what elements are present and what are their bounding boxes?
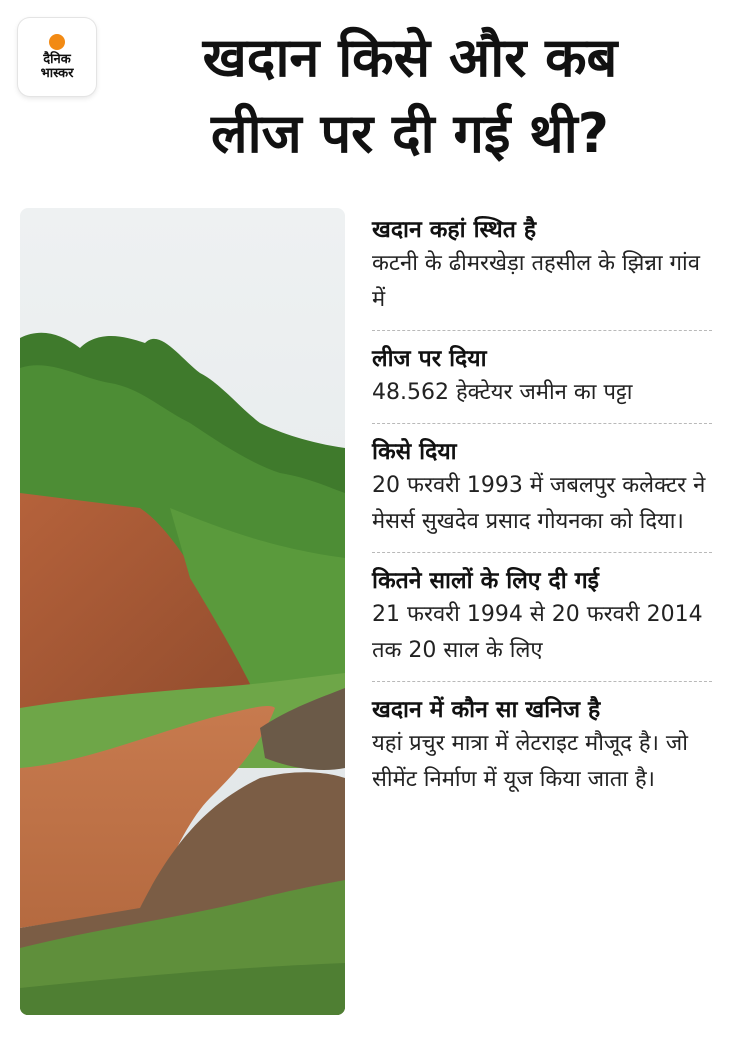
facts-list <box>372 210 712 810</box>
page-title <box>110 20 710 172</box>
sun-icon <box>49 34 65 50</box>
fact-lease <box>372 331 712 424</box>
fact-body: यहां प्रचुर मात्रा में लेटराइट मौजूद है। जो सीमेंट निर्माण में यूज किया जाता है। <box>372 731 688 792</box>
logo-text-line1: दैनिक <box>43 51 71 67</box>
fact-duration <box>372 553 712 682</box>
logo-text-line2: भास्कर <box>40 65 74 81</box>
fact-body: 20 फरवरी 1993 में जबलपुर कलेक्टर ने मेसर्स सुखदेव प्रसाद गोयनका को दिया। <box>372 473 706 534</box>
title-line2: लीज पर दी गई थी? <box>210 102 609 165</box>
fact-heading: कितने सालों के लिए दी गई <box>372 568 599 594</box>
title-line1: खदान किसे और कब <box>202 26 618 89</box>
fact-body: 48.562 हेक्टेयर जमीन का पट्टा <box>372 380 633 405</box>
fact-heading: खदान कहां स्थित है <box>372 217 537 243</box>
mine-landscape-image <box>20 208 345 1015</box>
dainik-bhaskar-logo <box>18 18 96 96</box>
fact-heading: लीज पर दिया <box>372 346 487 372</box>
fact-lessee <box>372 424 712 553</box>
fact-mineral <box>372 682 712 810</box>
fact-heading: किसे दिया <box>372 439 457 465</box>
fact-body: 21 फरवरी 1994 से 20 फरवरी 2014 तक 20 साल के लिए <box>372 602 703 663</box>
fact-body: कटनी के ढीमरखेड़ा तहसील के झिन्ना गांव में <box>372 251 700 312</box>
mine-site-photo <box>20 208 345 1015</box>
fact-location <box>372 210 712 331</box>
fact-heading: खदान में कौन सा खनिज है <box>372 697 601 723</box>
